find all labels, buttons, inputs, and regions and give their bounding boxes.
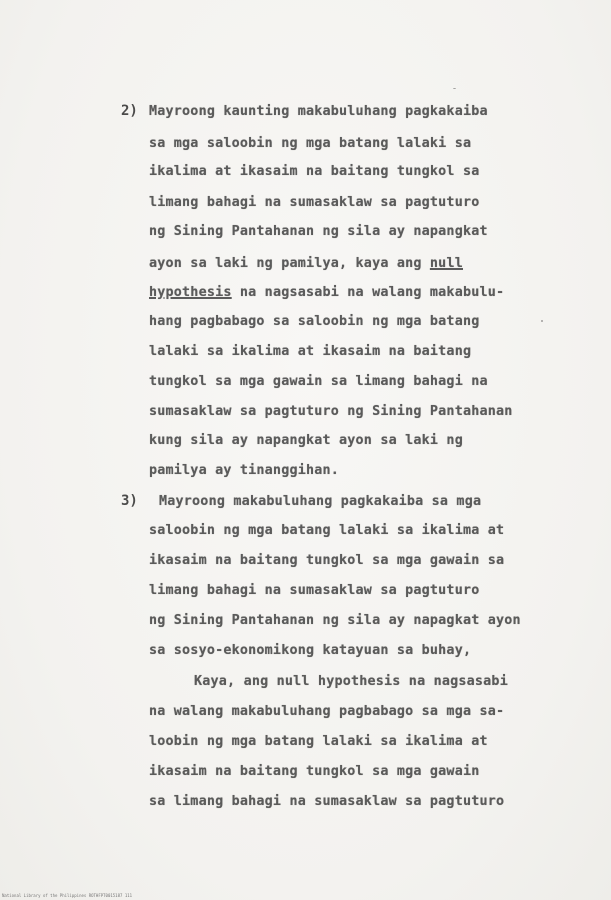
text-fragment: ayon sa laki ng pamilya, kaya ang xyxy=(149,256,422,271)
text-line: ikalima at ikasaim na baitang tungkol sa xyxy=(149,164,480,179)
text-line: ng Sining Pantahanan ng sila ay napangkat xyxy=(149,224,488,239)
text-line: limang bahagi na sumasaklaw sa pagtuturo xyxy=(149,195,480,210)
text-line: sumasaklaw sa pagtuturo ng Sining Pantahanan xyxy=(149,404,513,419)
text-line xyxy=(149,256,463,271)
text-line: saloobin ng mga batang lalaki sa ikalima at xyxy=(149,523,505,538)
text-line: Mayroong kaunting makabuluhang pagkakaiba xyxy=(149,104,488,119)
text-line: na walang makabuluhang pagbabago sa mga sa- xyxy=(149,704,505,719)
text-line: ikasaim na baitang tungkol sa mga gawain xyxy=(149,764,480,779)
ink-speck xyxy=(541,320,543,322)
text-line: ikasaim na baitang tungkol sa mga gawain sa xyxy=(149,553,505,568)
text-line: hang pagbabago sa saloobin ng mga batang xyxy=(149,314,480,329)
text-fragment: na nagsasabi na walang makabulu- xyxy=(239,285,505,300)
text-line: loobin ng mga batang lalaki sa ikalima at xyxy=(149,734,488,749)
text-line: sa limang bahagi na sumasaklaw sa pagtuturo xyxy=(149,794,505,809)
text-line xyxy=(149,285,504,300)
text-line: lalaki sa ikalima at ikasaim na baitang xyxy=(149,344,472,359)
text-line: sa mga saloobin ng mga batang lalaki sa xyxy=(149,136,472,151)
text-line: tungkol sa mga gawain sa limang bahagi na xyxy=(149,374,488,389)
text-line: sa sosyo-ekonomikong katayuan sa buhay, xyxy=(149,643,472,658)
text-line: Mayroong makabuluhang pagkakaiba sa mga xyxy=(159,494,482,509)
item-number: 3) xyxy=(121,493,138,509)
text-line: Kaya, ang null hypothesis na nagsasabi xyxy=(194,674,508,689)
item-number: 2) xyxy=(121,103,138,119)
text-line: kung sila ay napangkat ayon sa laki ng xyxy=(149,433,463,448)
text-line: pamilya ay tinanggihan. xyxy=(149,463,340,478)
archive-footer: National Library of the Philippines ROTHFPT0015187 111 xyxy=(2,893,133,898)
ink-speck xyxy=(453,88,456,89)
text-line: ng Sining Pantahanan ng sila ay napagkat ayon xyxy=(149,613,521,628)
underlined-word: hypothesis xyxy=(149,285,232,300)
text-line: limang bahagi na sumasaklaw sa pagtuturo xyxy=(149,583,480,598)
underlined-word: null xyxy=(429,256,463,271)
